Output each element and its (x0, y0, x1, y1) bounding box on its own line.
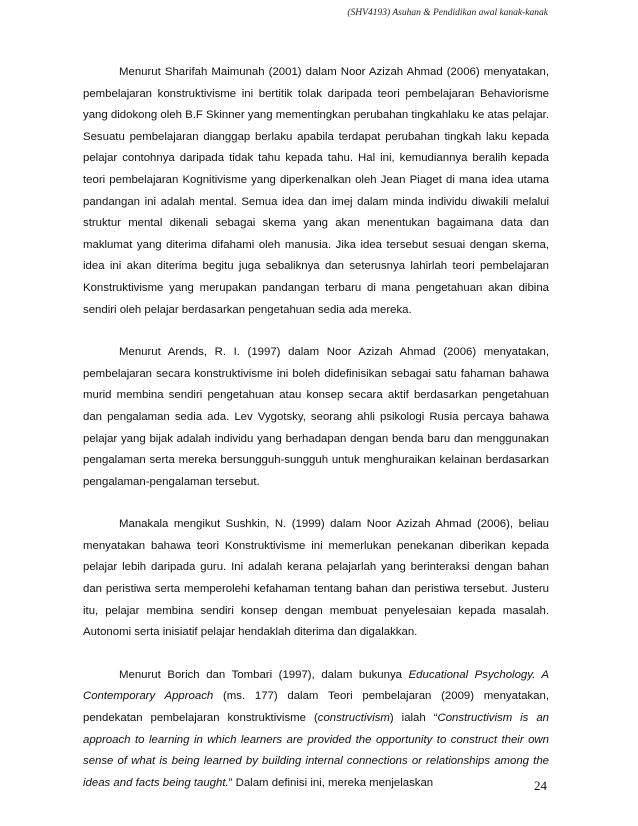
page-number: 24 (534, 778, 547, 793)
paragraph-3: Manakala mengikut Sushkin, N. (1999) dalam Noor Azizah Ahmad (2006), beliau menyatakan bahawa teori Konstruktivisme ini memerlukan penekanan diberikan kepada pelajar lebih daripada guru. Ini adalah kerana pelajarlah yang berinteraksi dengan bahan dan peristiwa serta memperolehi kefahaman tentang bahan dan peristiwa tersebut. Justeru itu, pelajar membina sendiri konsep dengan membuat penyelesaian kepada masalah. Autonomi serta inisiatif pelajar hendaklah diterima dan digalakkan. (83, 518, 549, 639)
para4-text-3: ) ialah “ (389, 712, 438, 725)
para4-text-1: Menurut Borich dan Tombari (1997), dalam bukunya (119, 668, 409, 681)
para4-text-2: (ms. 177) dalam Teori pembelajaran (2009) menyatakan, pendekatan pembelajaran konstruktivisme ( (83, 690, 549, 725)
body-text (83, 62, 549, 815)
paragraph-4 (83, 665, 549, 795)
para4-text-4: ” Dalam definisi ini, mereka menjelaskan (228, 776, 434, 789)
paragraph-2: Menurut Arends, R. I. (1997) dalam Noor Azizah Ahmad (2006) menyatakan, pembelajaran secara konstruktivisme ini boleh didefinisikan sebagai satu fahaman bahawa murid membina sendiri pengetahuan atau konsep secara aktif berdasarkan pengetahuan dan pengalaman sedia ada. Lev Vygotsky, seorang ahli psikologi Rusia percaya bahawa pelajar yang bijak adalah individu yang berhadapan dengan benda baru dan menggunakan pengalaman serta mereka bersungguh-sungguh untuk menghuraikan kelainan berdasarkan pengalaman-pengalaman tersebut. (83, 346, 549, 488)
term-constructivism: constructivism (317, 712, 390, 725)
book-title: Educational Psychology. A Contemporary Approach (83, 668, 549, 703)
definition-quote: Constructivism is an approach to learning in which learners are provided the opportunity to construct their own sense of what is being learned by building internal connections or relationships among the ideas and facts being taught. (83, 712, 550, 789)
paragraph-1: Menurut Sharifah Maimunah (2001) dalam Noor Azizah Ahmad (2006) menyatakan, pembelajaran konstruktivisme ini bertitik tolak daripada teori pembelajaran Behaviorisme yang didokong oleh B.F Skinner yang mementingkan perubahan tingkahlaku ke atas pelajar. Sesuatu pembelajaran dianggap berlaku apabila terdapat perubahan tingkah laku kepada pelajar contohnya daripada tidak tahu kepada tahu. Hal ini, kemudiannya beralih kepada teori pembelajaran Kognitivisme yang diperkenalkan oleh Jean Piaget di mana idea utama pandangan ini adalah mental. Semua idea dan imej dalam minda individu diwakili melalui struktur mental dikenali sebagai skema yang akan menentukan bagaimana data dan maklumat yang diterima difahami oleh manusia. Jika idea tersebut sesuai dengan skema, idea ini akan diterima begitu juga sebaliknya dan seterusnya lahirlah teori pembelajaran Konstruktivisme yang merupakan pandangan terbaru di mana pengetahuan akan dibina sendiri oleh pelajar berdasarkan pengetahuan sedia ada mereka. (83, 66, 549, 316)
running-header: (SHV4193) Asuhan & Pendidikan awal kanak-kanak (347, 8, 548, 18)
